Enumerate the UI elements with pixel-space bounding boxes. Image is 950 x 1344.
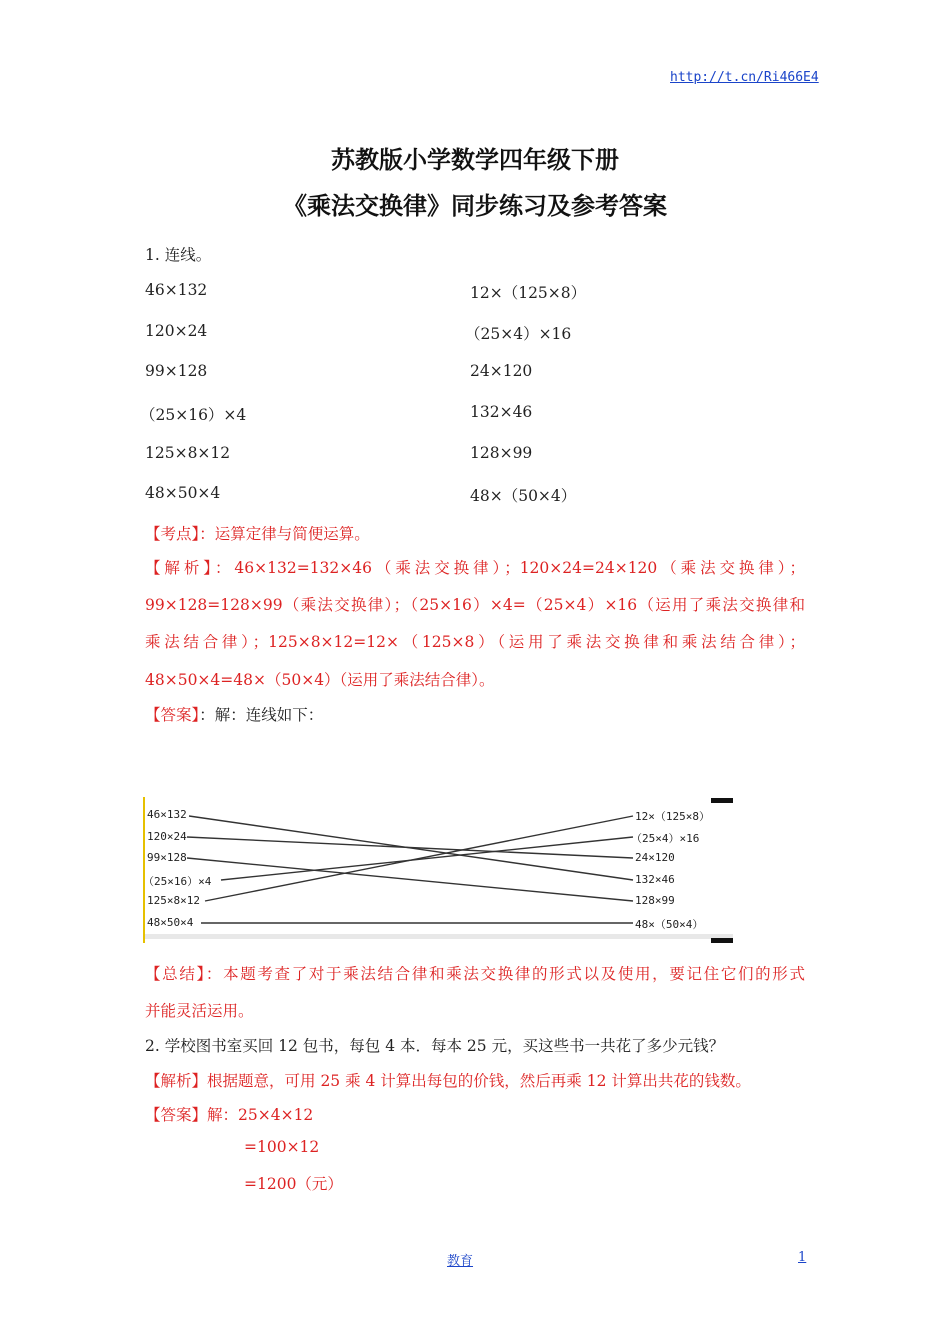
q1-prompt: 1. 连线。 (145, 246, 212, 264)
matching-diagram (143, 797, 733, 943)
jiexi-text: ：46×132=132×46（乘法交换律）；120×24=24×120（乘法交换律）； (214, 559, 805, 577)
kaodian-label: 【考点】 (145, 525, 200, 543)
header-link[interactable]: http://t.cn/Ri466E4 (670, 70, 819, 85)
q1-jiexi-line: 48×50×4=48×（50×4）（运用了乘法结合律）。 (145, 671, 495, 689)
page-title: 苏教版小学数学四年级下册 (331, 145, 619, 174)
q1-right-item: 12×（125×8） (470, 284, 587, 302)
q1-left-item: 48×50×4 (145, 484, 221, 502)
q1-jiexi-line (145, 556, 805, 578)
zongjie-text: ：本题考查了对于乘法结合律和乘法交换律的形式以及使用，要记住它们的形式 (205, 965, 805, 983)
page-number: 1 (798, 1250, 807, 1265)
page-subtitle: 《乘法交换律》同步练习及参考答案 (283, 191, 667, 220)
diagram-left-label: （25×16）×4 (143, 875, 212, 888)
daan-text: ：解：连线如下： (199, 706, 324, 724)
kaodian-text: ：运算定律与简便运算。 (199, 525, 370, 543)
q1-right-item: 24×120 (470, 362, 533, 380)
diagram-right-label: 24×120 (635, 851, 675, 864)
diagram-left-label: 120×24 (147, 830, 187, 843)
diagram-left-label: 99×128 (147, 851, 187, 864)
q1-left-item: 99×128 (145, 362, 208, 380)
q1-right-item: （25×4）×16 (465, 325, 572, 343)
q1-left-item: 120×24 (145, 322, 208, 340)
q1-left-item: 46×132 (145, 281, 208, 299)
jiexi-label: 【解析】 (145, 559, 215, 577)
diagram-right-label: 48×（50×4） (635, 918, 704, 931)
q2-daan-line: =100×12 (244, 1138, 320, 1156)
q1-zongjie-line (145, 962, 805, 984)
match-line (205, 816, 633, 901)
q2-daan-label: 【答案】 (145, 1106, 208, 1124)
q2-jiexi-text: 根据题意，可用 25 乘 4 计算出每包的价钱，然后再乘 12 计算出共花的钱数。 (207, 1072, 751, 1090)
footer-center-link[interactable]: 教育 (447, 1254, 474, 1269)
q2-daan-line: =1200（元） (244, 1175, 343, 1193)
q1-daan (145, 703, 323, 725)
q1-jiexi-line: 99×128=128×99（乘法交换律）；（25×16）×4=（25×4）×16（运用了乘法交换律和 (145, 596, 805, 614)
diagram-left-label: 125×8×12 (147, 894, 200, 907)
q1-left-item: 125×8×12 (145, 444, 231, 462)
diagram-right-label: 132×46 (635, 873, 675, 886)
q1-jiexi-line: 乘法结合律）；125×8×12=12×（125×8）（运用了乘法交换律和乘法结合律）； (145, 633, 805, 651)
diagram-right-label: 12×（125×8） (635, 810, 710, 823)
diagram-right-label: （25×4）×16 (631, 832, 700, 845)
q1-right-item: 128×99 (470, 444, 533, 462)
q2-jiexi-label: 【解析】 (145, 1072, 208, 1090)
diagram-right-label: 128×99 (635, 894, 675, 907)
q1-left-item: （25×16）×4 (140, 406, 247, 424)
q1-right-item: 48×（50×4） (470, 487, 577, 505)
q1-right-item: 132×46 (470, 403, 533, 421)
match-line (221, 837, 633, 880)
q1-zongjie-line: 并能灵活运用。 (145, 1002, 254, 1020)
match-line (187, 837, 633, 858)
match-line (187, 858, 633, 901)
zongjie-label: 【总结】 (145, 965, 206, 983)
diagram-left-label: 46×132 (147, 808, 187, 821)
q2-jiexi (145, 1069, 751, 1091)
q1-kaodian (145, 522, 370, 544)
q2-prompt: 2. 学校图书室买回 12 包书，每包 4 本．每本 25 元，买这些书一共花了多少元钱？ (145, 1037, 725, 1055)
diagram-left-label: 48×50×4 (147, 916, 194, 929)
q2-daan-line: 解：25×4×12 (207, 1106, 314, 1124)
daan-label: 【答案】 (145, 706, 200, 724)
q2-daan (145, 1103, 313, 1125)
